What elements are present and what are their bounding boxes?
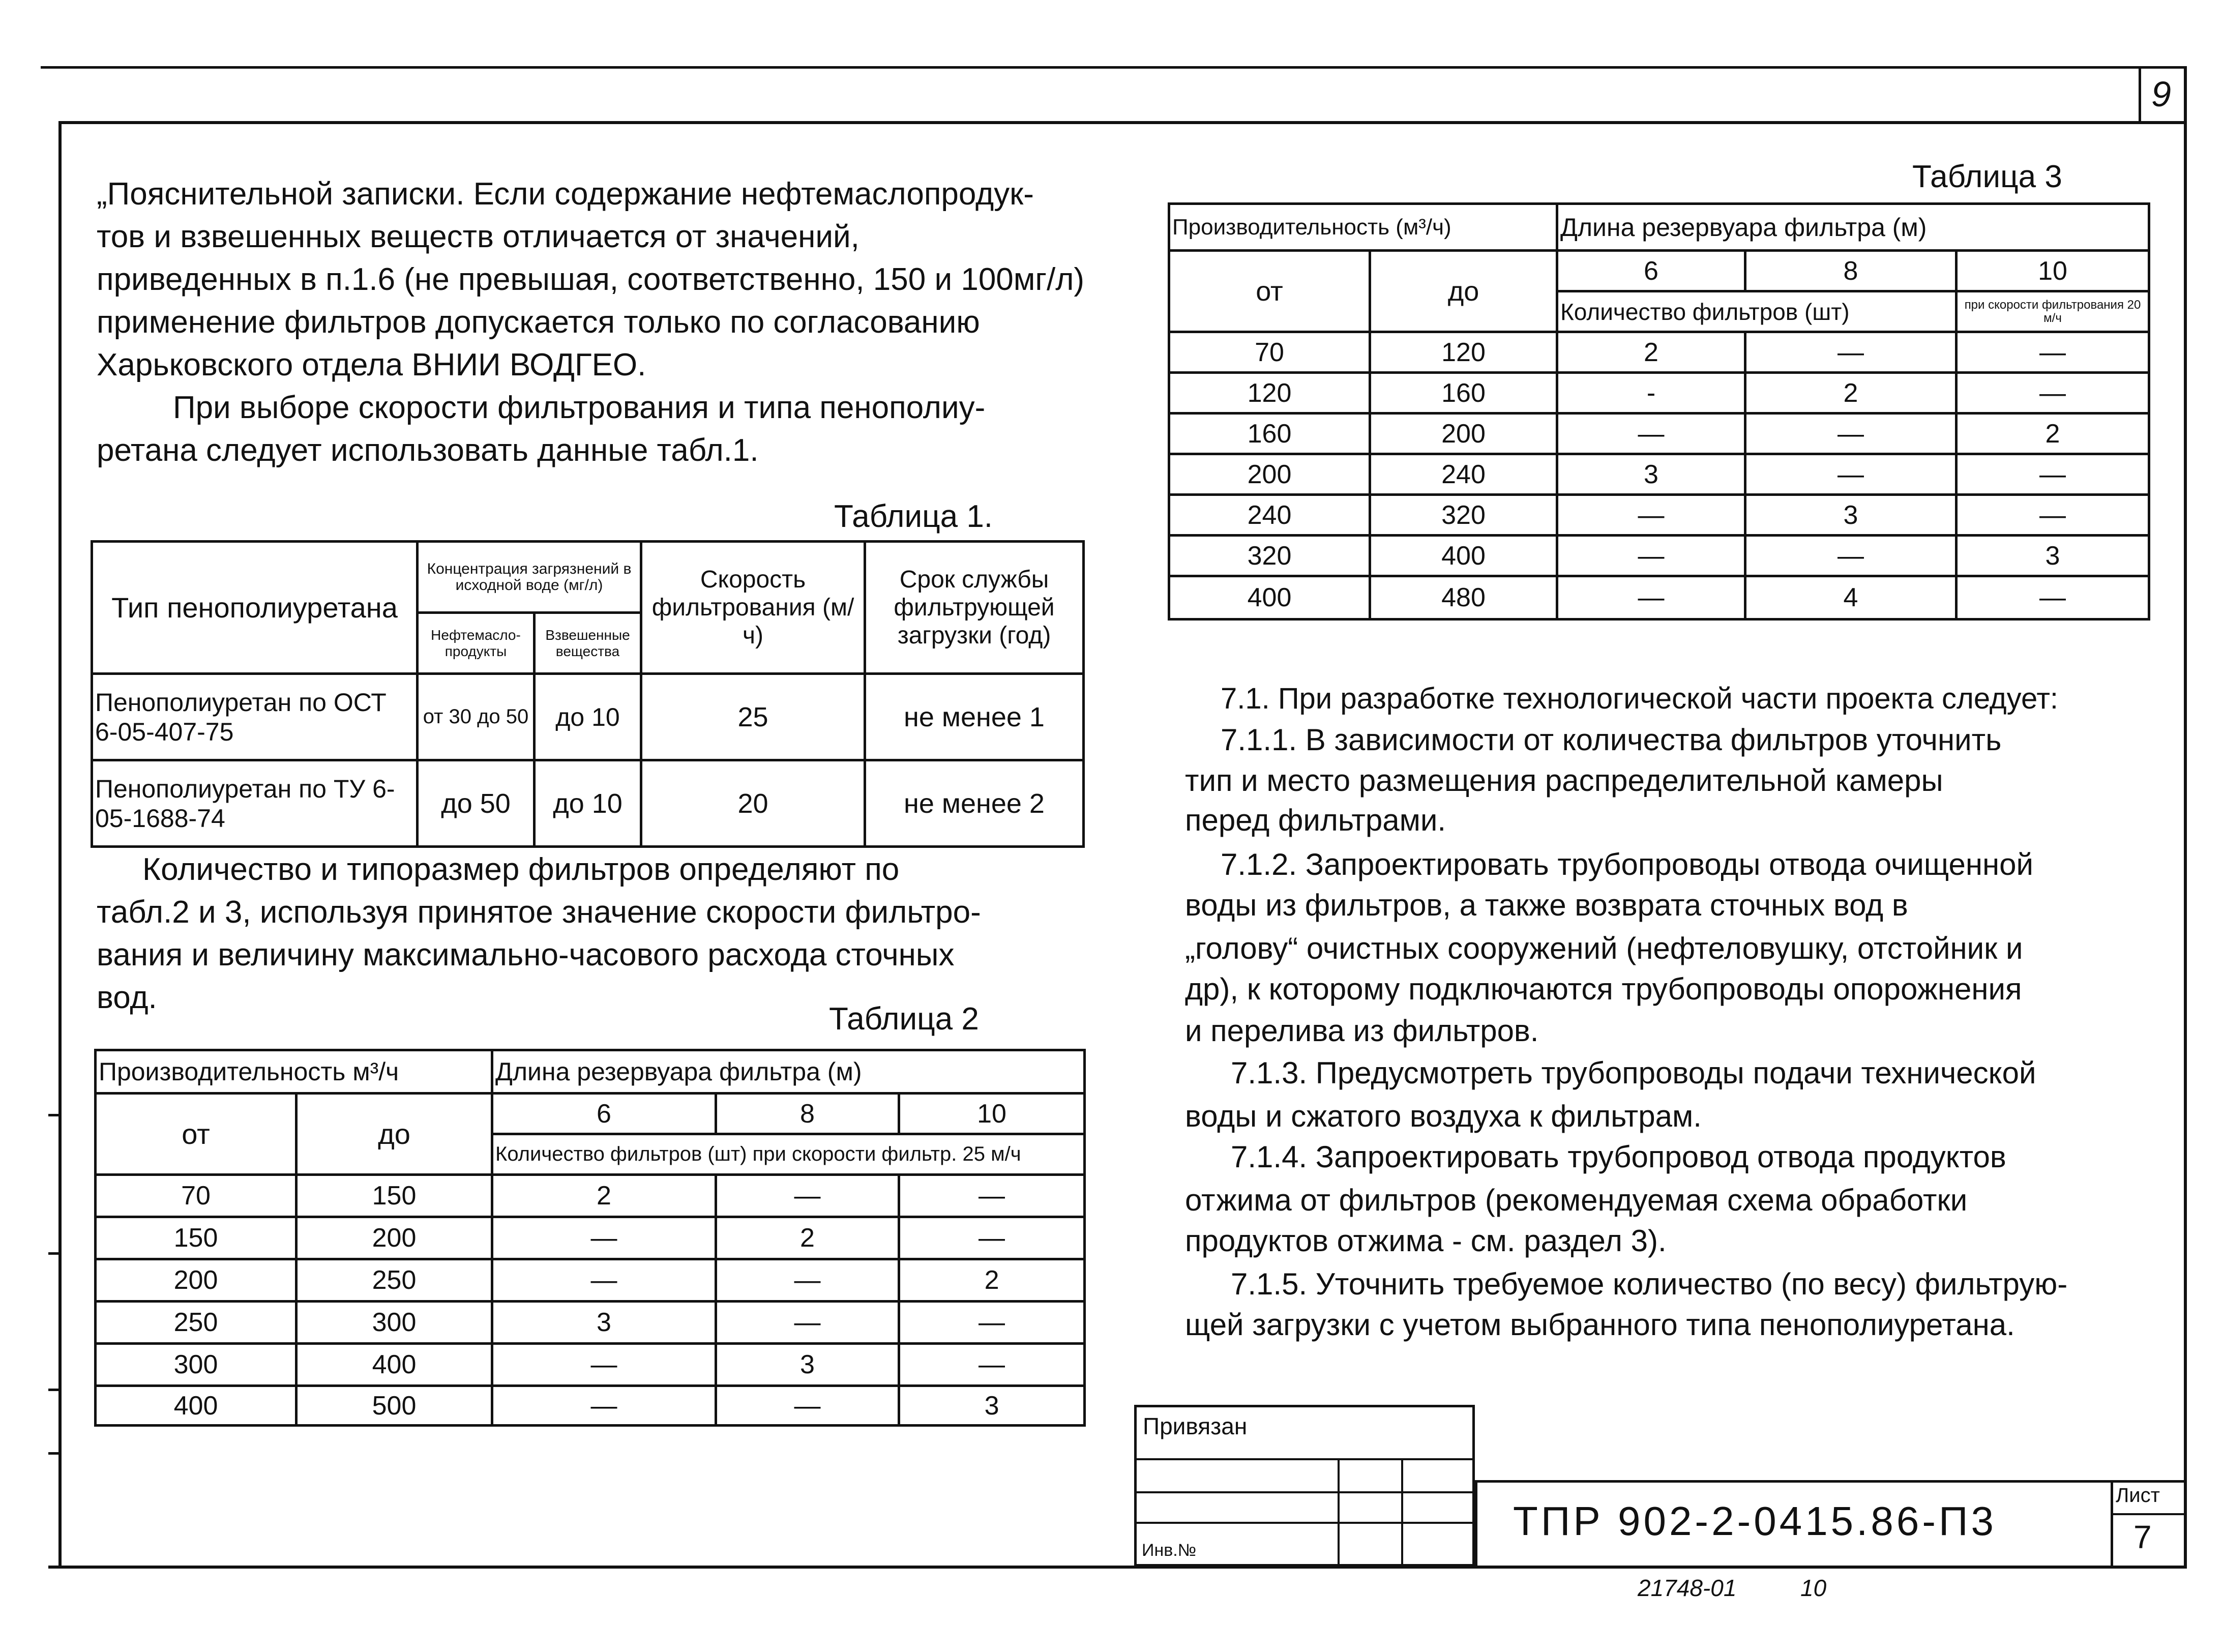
text-line: щей загрузки с учетом выбранного типа пенополиуретана.: [1185, 1308, 2015, 1342]
table-row: [92, 760, 1084, 847]
table2-header-length: Длина резервуара фильтра (м): [492, 1050, 1085, 1094]
table-row: [1169, 495, 2149, 536]
table3-cell: —: [1957, 373, 2149, 414]
table1-cell-life: не менее 2: [865, 760, 1084, 847]
table-row: [96, 1344, 1085, 1386]
table-row: [1169, 332, 2149, 373]
sheet-box: [2111, 1480, 2113, 1567]
table3-cell: 3: [1557, 454, 1745, 495]
table3-cell: 400: [1169, 576, 1370, 620]
table-row: [96, 1217, 1085, 1259]
table3-cell: 480: [1370, 576, 1557, 620]
table2-cell: 300: [96, 1344, 297, 1386]
table3-header-length: Длина резервуара фильтра (м): [1557, 204, 2149, 251]
table1-caption: Таблица 1.: [834, 499, 993, 534]
table2-cell: —: [899, 1175, 1085, 1217]
title-block-divider: [1475, 1480, 1477, 1567]
table-row: [1169, 536, 2149, 576]
tick-mark: [48, 1389, 60, 1391]
table3-cell: —: [1557, 495, 1745, 536]
table2-cell: 3: [716, 1344, 899, 1386]
text-line: воды и сжатого воздуха к фильтрам.: [1185, 1099, 1702, 1133]
table3-cell: 200: [1370, 414, 1557, 454]
table3-header-len-10: 10: [1957, 251, 2149, 291]
text-line: воды из фильтров, а также возврата сточных вод в: [1185, 888, 1908, 922]
table3-cell: —: [1557, 576, 1745, 620]
table1-cell-type: Пенополиуретан по ТУ 6-05-1688-74: [92, 760, 418, 847]
table1-cell-type: Пенополиуретан по ОСТ 6-05-407-75: [92, 674, 418, 760]
text-line: Количество и типоразмер фильтров определяют по: [142, 852, 900, 887]
text-line: вод.: [97, 980, 157, 1015]
table1-cell-speed: 20: [641, 760, 865, 847]
text-line: тип и место размещения распределительной камеры: [1185, 763, 1943, 798]
text-line: При выборе скорости фильтрования и типа пенополиу-: [173, 390, 986, 425]
table1-cell-life: не менее 1: [865, 674, 1084, 760]
stamp-line: [1137, 1491, 1472, 1493]
table1-header-concentration: Концентрация загрязнений в исходной воде (мг/л): [418, 542, 641, 613]
tick-mark: [48, 1452, 60, 1455]
sheet-number: 7: [2133, 1519, 2152, 1555]
table1-header-type: Тип пенополиуретана: [92, 542, 418, 674]
table3-cell: 120: [1370, 332, 1557, 373]
table-row: [1169, 373, 2149, 414]
table3-header-count: Количество фильтров (шт): [1557, 291, 1957, 332]
text-line: Харьковского отдела ВНИИ ВОДГЕО.: [97, 347, 646, 382]
table3-cell: —: [1557, 414, 1745, 454]
table2-cell: 200: [297, 1217, 492, 1259]
text-line: перед фильтрами.: [1185, 803, 1446, 837]
table2-cell: 250: [297, 1259, 492, 1302]
table2-cell: —: [899, 1302, 1085, 1344]
table2-cell: —: [716, 1175, 899, 1217]
table2-cell: 70: [96, 1175, 297, 1217]
table2-cell: 300: [297, 1302, 492, 1344]
table3-cell: 160: [1169, 414, 1370, 454]
table2-cell: 150: [297, 1175, 492, 1217]
stamp-line: [1137, 1458, 1472, 1460]
table3-cell: —: [1957, 495, 2149, 536]
table2-cell: 250: [96, 1302, 297, 1344]
table2-cell: 400: [96, 1386, 297, 1426]
inv-label: Инв.№: [1142, 1541, 1197, 1560]
table3-header-len-6: 6: [1557, 251, 1745, 291]
text-line: тов и взвешенных веществ отличается от значений,: [97, 219, 859, 254]
table3-cell: —: [1957, 332, 2149, 373]
stamp-line: [1137, 1522, 1472, 1524]
table3-cell: -: [1557, 373, 1745, 414]
table1: [91, 540, 1085, 848]
table3-cell: 3: [1745, 495, 1957, 536]
text-line: применение фильтров допускается только по согласованию: [97, 305, 980, 340]
table2-header-count: Количество фильтров (шт) при скорости фильтр. 25 м/ч: [492, 1134, 1085, 1175]
text-line: „голову“ очистных сооружений (нефтеловушку, отстойник и: [1185, 931, 2023, 965]
table2-cell: 2: [899, 1259, 1085, 1302]
text-line: ретана следует использовать данные табл.1.: [97, 433, 759, 468]
table3-cell: —: [1745, 536, 1957, 576]
table3-cell: 200: [1169, 454, 1370, 495]
table-row: [96, 1259, 1085, 1302]
table3-cell: 160: [1370, 373, 1557, 414]
table1-header-speed: Скорость фильтрования (м/ч): [641, 542, 865, 674]
table3-header-from: от: [1169, 251, 1370, 332]
table2-header-len-6: 6: [492, 1094, 716, 1134]
text-line: „Пояснительной записки. Если содержание нефтемаслопродук-: [97, 176, 1034, 212]
tied-label: Привязан: [1143, 1413, 1248, 1439]
frame-right: [2184, 66, 2187, 1568]
table3-cell: 3: [1957, 536, 2149, 576]
table2-cell: —: [492, 1217, 716, 1259]
text-line: и перелива из фильтров.: [1185, 1014, 1539, 1048]
table2-cell: 2: [716, 1217, 899, 1259]
table2-cell: —: [492, 1344, 716, 1386]
table2-cell: —: [492, 1386, 716, 1426]
table1-cell-susp: до 10: [535, 674, 641, 760]
page-number: 9: [2151, 74, 2171, 114]
text-line: 7.1.1. В зависимости от количества фильтров уточнить: [1221, 723, 2002, 757]
table2-cell: 3: [899, 1386, 1085, 1426]
table2-cell: —: [899, 1217, 1085, 1259]
table2-header-from: от: [96, 1094, 297, 1175]
table3-cell: —: [1745, 414, 1957, 454]
table3-cell: 240: [1169, 495, 1370, 536]
table-row: [92, 674, 1084, 760]
table2-header-to: до: [297, 1094, 492, 1175]
table3-header-to: до: [1370, 251, 1557, 332]
table2-cell: 400: [297, 1344, 492, 1386]
stamp-line: [1401, 1458, 1403, 1565]
frame-top: [58, 121, 2187, 124]
table3-cell: 320: [1370, 495, 1557, 536]
text-line: 7.1.5. Уточнить требуемое количество (по весу) фильтрую-: [1231, 1267, 2068, 1301]
text-line: отжима от фильтров (рекомендуемая схема обработки: [1185, 1183, 1968, 1217]
table3-cell: 70: [1169, 332, 1370, 373]
table2: [94, 1049, 1086, 1427]
text-line: приведенных в п.1.6 (не превышая, соответственно, 150 и 100мг/л): [97, 262, 1085, 297]
table1-header-life: Срок службы фильтрующей загрузки (год): [865, 542, 1084, 674]
table1-header-oil: Нефтемасло-продукты: [418, 613, 535, 674]
table3-cell: 240: [1370, 454, 1557, 495]
sheet-label: Лист: [2116, 1484, 2160, 1507]
document-code: ТПР 902-2-0415.86-П3: [1513, 1498, 1997, 1544]
table2-cell: 500: [297, 1386, 492, 1426]
stamp-line: [1338, 1458, 1340, 1565]
table2-cell: —: [899, 1344, 1085, 1386]
table3-cell: —: [1745, 454, 1957, 495]
table-row: [1169, 576, 2149, 620]
table-row: [96, 1175, 1085, 1217]
table3-cell: 2: [1557, 332, 1745, 373]
table2-cell: —: [716, 1302, 899, 1344]
sheet-box: [2111, 1513, 2184, 1515]
page-number-box: [2139, 69, 2141, 124]
text-line: др), к которому подключаются трубопроводы опорожнения: [1185, 972, 2022, 1006]
text-line: табл.2 и 3, используя принятое значение скорости фильтро-: [97, 895, 981, 930]
table2-caption: Таблица 2: [829, 1001, 979, 1037]
table1-cell-susp: до 10: [535, 760, 641, 847]
table-row: [96, 1302, 1085, 1344]
text-line: 7.1.4. Запроектировать трубопровод отвода продуктов: [1231, 1140, 2006, 1174]
table2-cell: —: [716, 1386, 899, 1426]
table2-cell: 2: [492, 1175, 716, 1217]
tied-stamp: [1134, 1405, 1475, 1567]
table3-caption: Таблица 3: [1912, 159, 2062, 194]
table2-header-len-10: 10: [899, 1094, 1085, 1134]
table2-cell: —: [492, 1259, 716, 1302]
text-line: вания и величину максимально-часового расхода сточных: [97, 937, 955, 972]
table-row: [96, 1386, 1085, 1426]
frame-left: [58, 121, 62, 1568]
text-line: 7.1. При разработке технологической части проекта следует:: [1221, 682, 2058, 715]
copy-number: 10: [1800, 1575, 1827, 1601]
table1-cell-speed: 25: [641, 674, 865, 760]
table2-cell: —: [716, 1259, 899, 1302]
text-line: 7.1.2. Запроектировать трубопроводы отвода очищенной: [1221, 847, 2034, 881]
table3-header-len-8: 8: [1745, 251, 1957, 291]
table3-cell: 120: [1169, 373, 1370, 414]
table3-cell: 320: [1169, 536, 1370, 576]
table2-cell: 150: [96, 1217, 297, 1259]
table3-cell: —: [1557, 536, 1745, 576]
paragraph-intro: [97, 173, 1084, 472]
table3-cell: 2: [1957, 414, 2149, 454]
text-line: 7.1.3. Предусмотреть трубопроводы подачи технической: [1231, 1056, 2036, 1090]
table1-cell-oil: от 30 до 50: [418, 674, 535, 760]
table3-cell: —: [1745, 332, 1957, 373]
archive-number: 21748-01: [1638, 1575, 1737, 1601]
table3-header-speed: при скорости фильтрования 20 м/ч: [1957, 291, 2149, 332]
paragraph-sizing: [97, 848, 981, 1019]
title-block-top: [1475, 1480, 2184, 1483]
table2-header-productivity: Производительность м³/ч: [96, 1050, 492, 1094]
table-row: [1169, 454, 2149, 495]
tick-mark: [48, 1252, 60, 1255]
table3-cell: 400: [1370, 536, 1557, 576]
tick-mark: [48, 1114, 60, 1116]
table2-header-len-8: 8: [716, 1094, 899, 1134]
frame-bottom: [48, 1566, 2187, 1569]
table3-header-productivity: Производительность (м³/ч): [1169, 204, 1557, 251]
table1-header-suspended: Взвешенные вещества: [535, 613, 641, 674]
top-rule: [41, 66, 2184, 69]
table2-cell: 3: [492, 1302, 716, 1344]
table3-cell: 2: [1745, 373, 1957, 414]
text-line: продуктов отжима - см. раздел 3).: [1185, 1224, 1667, 1258]
table-row: [1169, 414, 2149, 454]
table3-cell: —: [1957, 454, 2149, 495]
table3-cell: —: [1957, 576, 2149, 620]
table3: [1168, 202, 2150, 621]
table3-cell: 4: [1745, 576, 1957, 620]
table2-cell: 200: [96, 1259, 297, 1302]
table1-cell-oil: до 50: [418, 760, 535, 847]
